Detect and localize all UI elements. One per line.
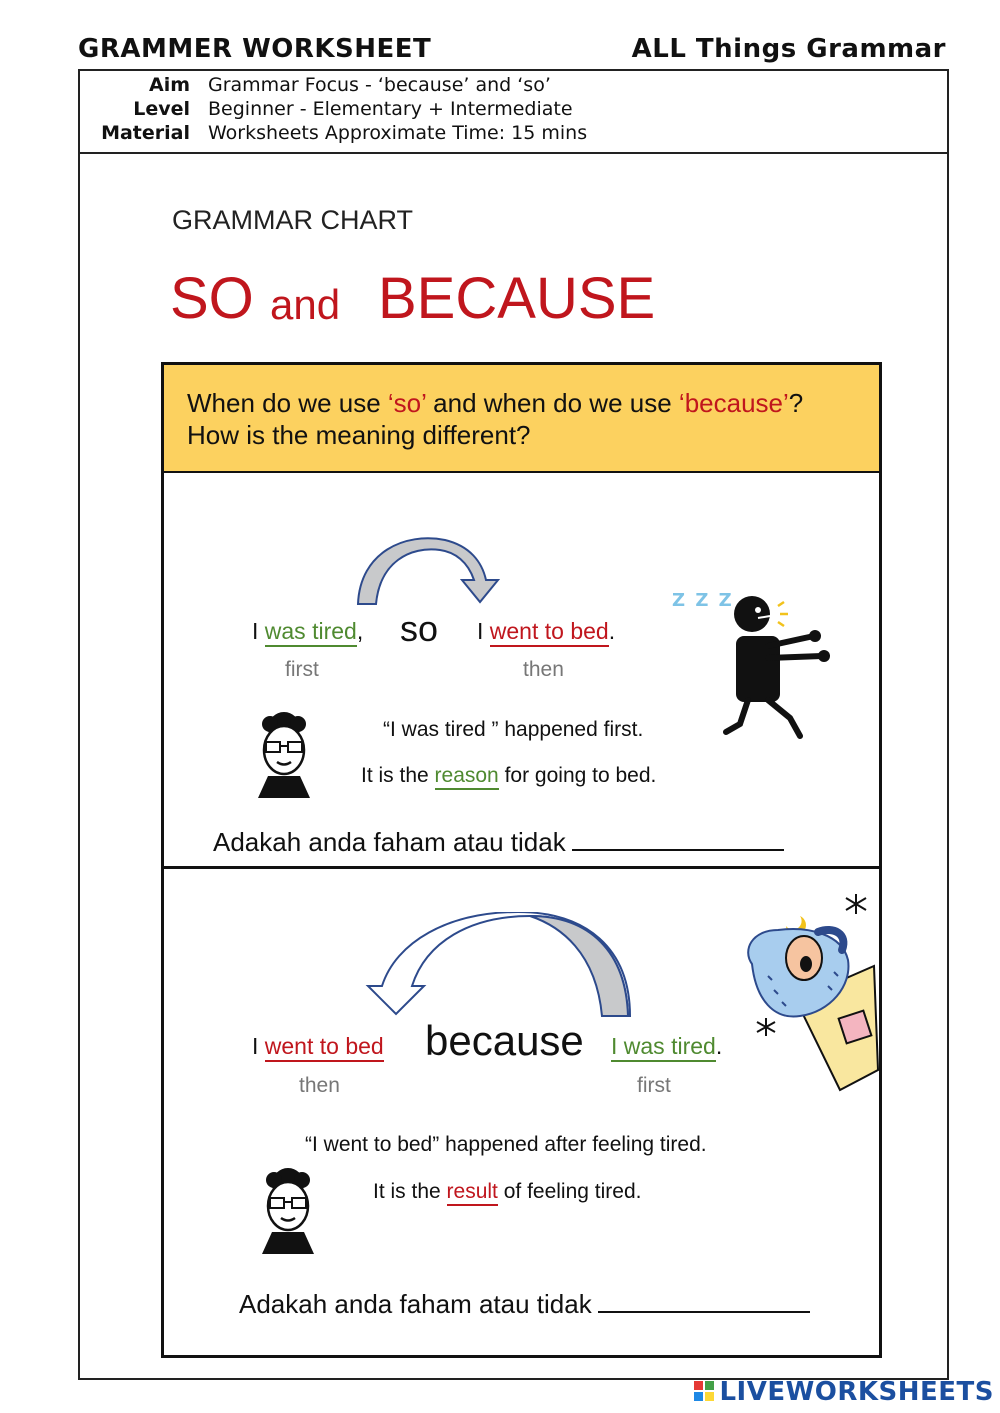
because-clause-1: I went to bed bbox=[252, 1033, 384, 1060]
level-key: Level bbox=[133, 98, 190, 120]
reason-word: reason bbox=[435, 764, 499, 790]
because-clause-then: went to bed bbox=[265, 1033, 384, 1062]
question-line-2: How is the meaning different? bbox=[187, 420, 531, 450]
because-clause-first: I was tired bbox=[611, 1033, 716, 1062]
title-and: and bbox=[270, 281, 341, 328]
backward-arrow-icon bbox=[360, 912, 640, 1022]
so-note-reason: It is the reason for going to bed. bbox=[361, 764, 656, 788]
sleep-zzz-icon: Z Z Z bbox=[672, 590, 734, 611]
so-clause-then: went to bed bbox=[490, 618, 609, 647]
question-because: ‘because’ bbox=[678, 388, 789, 418]
question-line-1: When do we use ‘so’ and when do we use ‘because’? bbox=[187, 388, 804, 418]
so-note-first: “I was tired ” happened first. bbox=[383, 718, 644, 741]
so-answer-blank[interactable] bbox=[572, 849, 784, 851]
title-because: BECAUSE bbox=[378, 266, 656, 331]
aim-value: Grammar Focus - ‘because’ and ‘so’ bbox=[208, 74, 551, 96]
worksheet-brand: ALL Things Grammar bbox=[631, 34, 946, 64]
level-value: Beginner - Elementary + Intermediate bbox=[208, 98, 573, 120]
worksheet-title: GRAMMER WORKSHEET bbox=[78, 34, 432, 64]
because-note-result: It is the result of feeling tired. bbox=[373, 1180, 641, 1204]
so-label-then: then bbox=[523, 658, 564, 681]
so-clause-1: I was tired, bbox=[252, 618, 363, 645]
chart-label: GRAMMAR CHART bbox=[172, 205, 414, 235]
material-value: Worksheets Approximate Time: 15 mins bbox=[208, 122, 588, 144]
material-key: Material bbox=[101, 122, 190, 144]
question-banner bbox=[164, 365, 879, 473]
because-clause-2: I was tired. bbox=[611, 1033, 722, 1060]
liveworksheets-logo: LIVEWORKSHEETS bbox=[693, 1377, 994, 1407]
because-label-first: first bbox=[637, 1074, 671, 1097]
because-answer-blank[interactable] bbox=[598, 1311, 810, 1313]
teacher-face-icon bbox=[252, 710, 316, 800]
teacher-face-icon-2 bbox=[256, 1166, 320, 1256]
title-so: SO bbox=[170, 266, 254, 331]
because-note-after: “I went to bed” happened after feeling tired. bbox=[305, 1133, 707, 1156]
so-comprehension-prompt: Adakah anda faham atau tidak bbox=[213, 827, 784, 858]
connector-so: so bbox=[400, 608, 439, 649]
aim-key: Aim bbox=[148, 74, 190, 96]
so-clause-first: was tired bbox=[265, 618, 357, 647]
yawning-person-icon bbox=[738, 890, 880, 1100]
sleepwalker-icon bbox=[718, 592, 838, 742]
question-so: ‘so’ bbox=[387, 388, 426, 418]
forward-arrow-icon bbox=[350, 532, 510, 612]
info-block bbox=[78, 69, 949, 154]
because-label-then: then bbox=[299, 1074, 340, 1097]
because-comprehension-prompt: Adakah anda faham atau tidak bbox=[239, 1289, 810, 1320]
liveworksheets-logo-icon bbox=[693, 1380, 715, 1402]
connector-because: because bbox=[425, 1017, 584, 1064]
so-label-first: first bbox=[285, 658, 319, 681]
section-divider bbox=[164, 866, 879, 869]
result-word: result bbox=[447, 1180, 498, 1206]
so-clause-2: I went to bed. bbox=[477, 618, 615, 645]
